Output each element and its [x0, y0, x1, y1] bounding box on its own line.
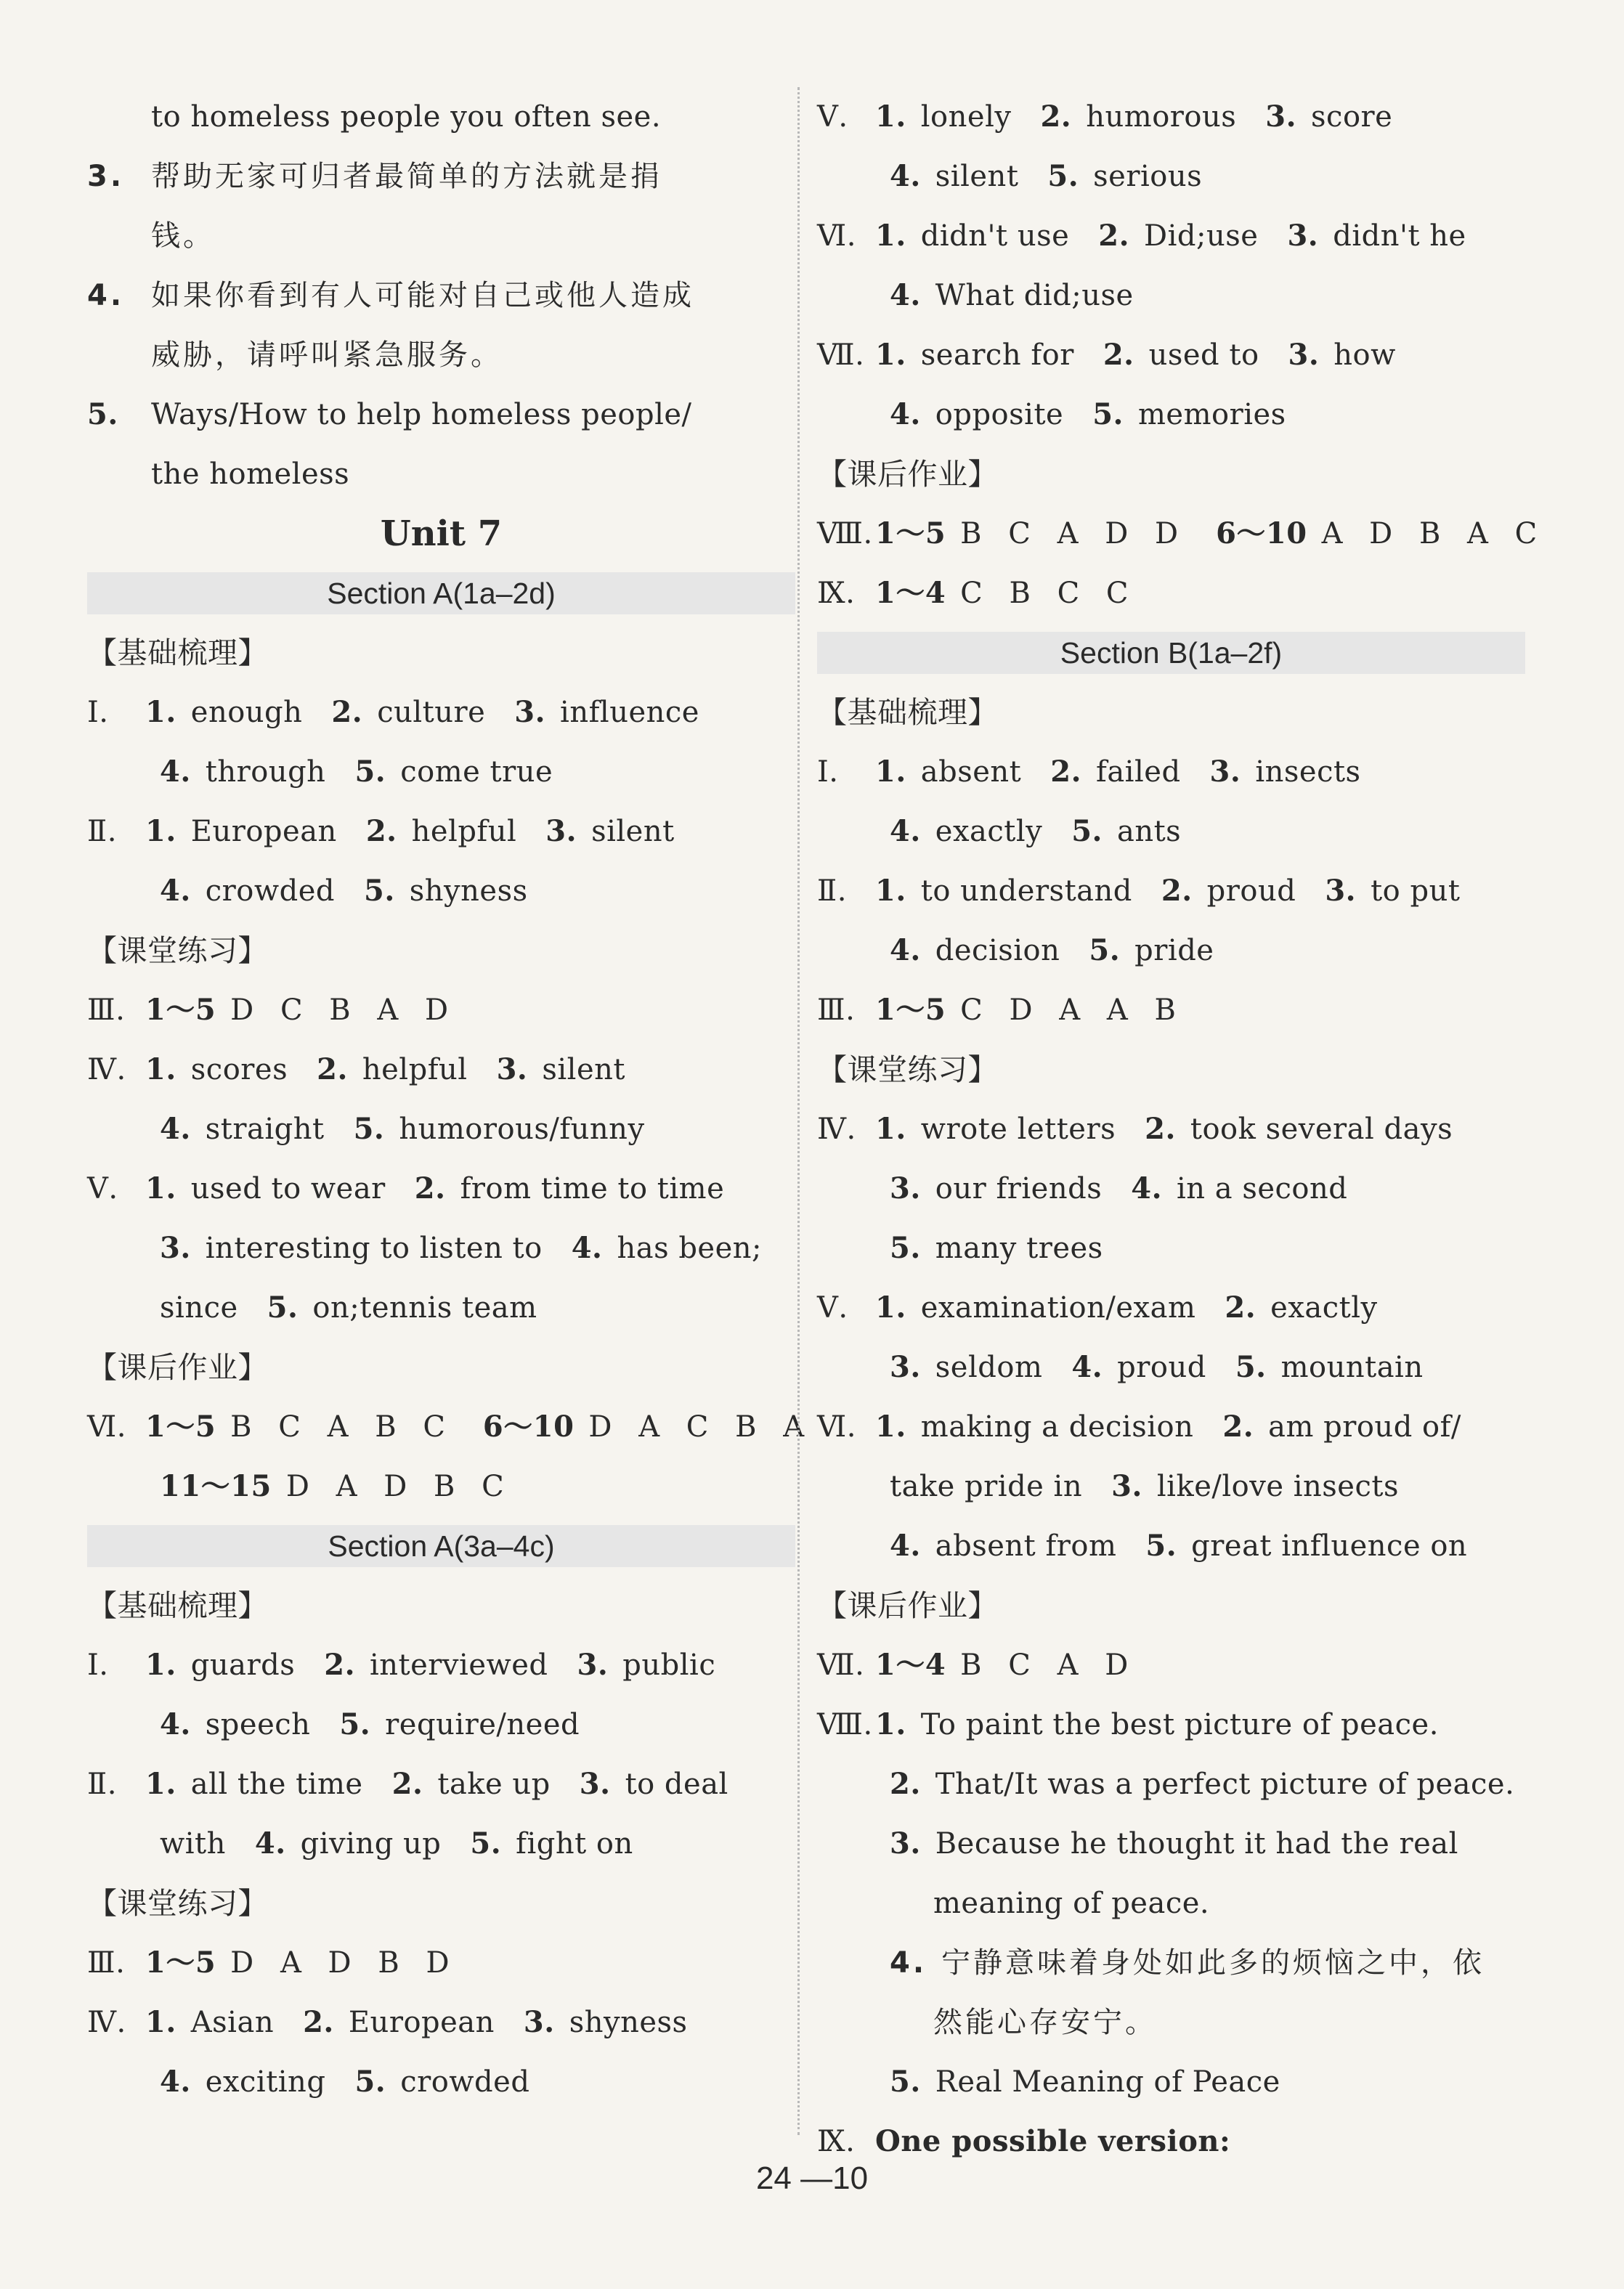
answer-line: 4. crowded 5. shyness [160, 874, 528, 908]
answer-line: Ⅶ. 1～4 B C A D [817, 1648, 1137, 1682]
section-heading: Section A(3a–4c) [87, 1525, 795, 1567]
answer-line: 4. 宁静意味着身处如此多的烦恼之中，依 [890, 1946, 1485, 1980]
answer-line: Ⅲ. 1～5 D A D B D [87, 1946, 458, 1980]
category-tag: 【课后作业】 [817, 457, 998, 492]
answer-line: Ⅲ. 1～5 D C B A D [87, 993, 458, 1027]
answer-line: Ⅳ. 1. wrote letters 2. took several days [817, 1112, 1453, 1146]
answer-line: Ⅲ. 1～5 C D A A B [817, 993, 1185, 1027]
answer-line: 2. That/It was a perfect picture of peace. [890, 1767, 1515, 1801]
answer-line: Ⅴ. 1. examination/exam 2. exactly [817, 1290, 1378, 1325]
answer-line: Ⅱ. 1. all the time 2. take up 3. to deal [87, 1767, 728, 1801]
unit-title: Unit 7 [380, 513, 503, 554]
answer-line: Ⅳ. 1. scores 2. helpful 3. silent [87, 1052, 625, 1086]
right-column [817, 87, 1546, 2171]
answer-line: Ⅵ. 1～5 B C A B C 6～10 D A C B A [87, 1410, 813, 1444]
answer-line: 3. 帮助无家可归者最简单的方法就是捐 [87, 160, 662, 193]
answer-line: Ⅱ. 1. to understand 2. proud 3. to put [817, 874, 1461, 908]
category-tag: 【基础梳理】 [817, 695, 998, 730]
answer-line: Ⅴ. 1. used to wear 2. from time to time [87, 1171, 725, 1206]
answer-line: Ⅵ. 1. didn't use 2. Did;use 3. didn't he [817, 219, 1466, 253]
category-tag: 【课堂练习】 [817, 1052, 998, 1087]
answer-line: 4. absent from 5. great influence on [890, 1529, 1468, 1563]
answer-line: Ⅸ. One possible version: [817, 2124, 1231, 2158]
answer-line: 3. seldom 4. proud 5. mountain [890, 1350, 1424, 1384]
answer-line: 威胁，请呼叫紧急服务。 [151, 338, 503, 372]
answer-line: 4. decision 5. pride [890, 933, 1214, 967]
answer-line: 5. Real Meaning of Peace [890, 2065, 1280, 2099]
left-column [87, 87, 813, 2112]
answer-line: 4. speech 5. require/need [160, 1707, 580, 1741]
answer-line: 3. Because he thought it had the real [890, 1826, 1458, 1861]
answer-line: Ⅷ.1. To paint the best picture of peace. [817, 1707, 1439, 1741]
answer-line: 4. exactly 5. ants [890, 814, 1182, 848]
answer-line: since 5. on;tennis team [160, 1290, 537, 1325]
answer-line: Ⅳ. 1. Asian 2. European 3. shyness [87, 2005, 688, 2039]
answer-line: Ⅴ. 1. lonely 2. humorous 3. score [817, 99, 1393, 134]
answer-line: take pride in 3. like/love insects [890, 1469, 1399, 1503]
answer-line: Ⅰ. 1. absent 2. failed 3. insects [817, 755, 1361, 789]
category-tag: 【课堂练习】 [87, 1886, 268, 1921]
answer-line: 3. interesting to listen to 4. has been; [160, 1231, 763, 1265]
answer-line: 4. silent 5. serious [890, 159, 1203, 193]
answer-line: Ⅸ. 1～4 C B C C [817, 576, 1137, 610]
answer-line: Ⅱ. 1. European 2. helpful 3. silent [87, 814, 675, 848]
column-divider [797, 87, 800, 2135]
category-tag: 【课后作业】 [87, 1350, 268, 1385]
answer-line: 11～15 D A D B C [160, 1469, 513, 1503]
answer-line: Ⅷ.1～5 B C A D D 6～10 A D B A C [817, 516, 1546, 550]
section-heading: Section A(1a–2d) [87, 572, 795, 614]
answer-line: Ⅰ. 1. enough 2. culture 3. influence [87, 695, 699, 729]
category-tag: 【基础梳理】 [87, 1588, 268, 1623]
answer-line: 4. What did;use [890, 278, 1134, 312]
answer-line: the homeless [151, 458, 350, 491]
category-tag: 【课堂练习】 [87, 933, 268, 968]
answer-line: 4. 如果你看到有人可能对自己或他人造成 [87, 279, 694, 312]
answer-line: 5. Ways/How to help homeless people/ [87, 397, 692, 431]
answer-line: Ⅵ. 1. making a decision 2. am proud of/ [817, 1410, 1461, 1444]
answer-line: 4. through 5. come true [160, 755, 553, 789]
answer-line: with 4. giving up 5. fight on [160, 1826, 633, 1861]
answer-line: 3. our friends 4. in a second [890, 1171, 1348, 1206]
answer-line: Ⅰ. 1. guards 2. interviewed 3. public [87, 1648, 716, 1682]
answer-line: 钱。 [151, 219, 215, 253]
answer-line: 4. straight 5. humorous/funny [160, 1112, 645, 1146]
answer-line: 5. many trees [890, 1231, 1103, 1265]
category-tag: 【基础梳理】 [87, 635, 268, 670]
answer-line: 4. opposite 5. memories [890, 397, 1286, 431]
category-tag: 【课后作业】 [817, 1588, 998, 1623]
answer-line: Ⅶ. 1. search for 2. used to 3. how [817, 338, 1396, 372]
page-number: 24 —10 [755, 2160, 869, 2196]
answer-line: 4. exciting 5. crowded [160, 2065, 530, 2099]
section-heading: Section B(1a–2f) [817, 632, 1525, 674]
answer-line: meaning of peace. [933, 1887, 1210, 1920]
answer-line: 然能心存安宁。 [933, 2006, 1157, 2039]
answer-line: to homeless people you often see. [151, 100, 662, 134]
